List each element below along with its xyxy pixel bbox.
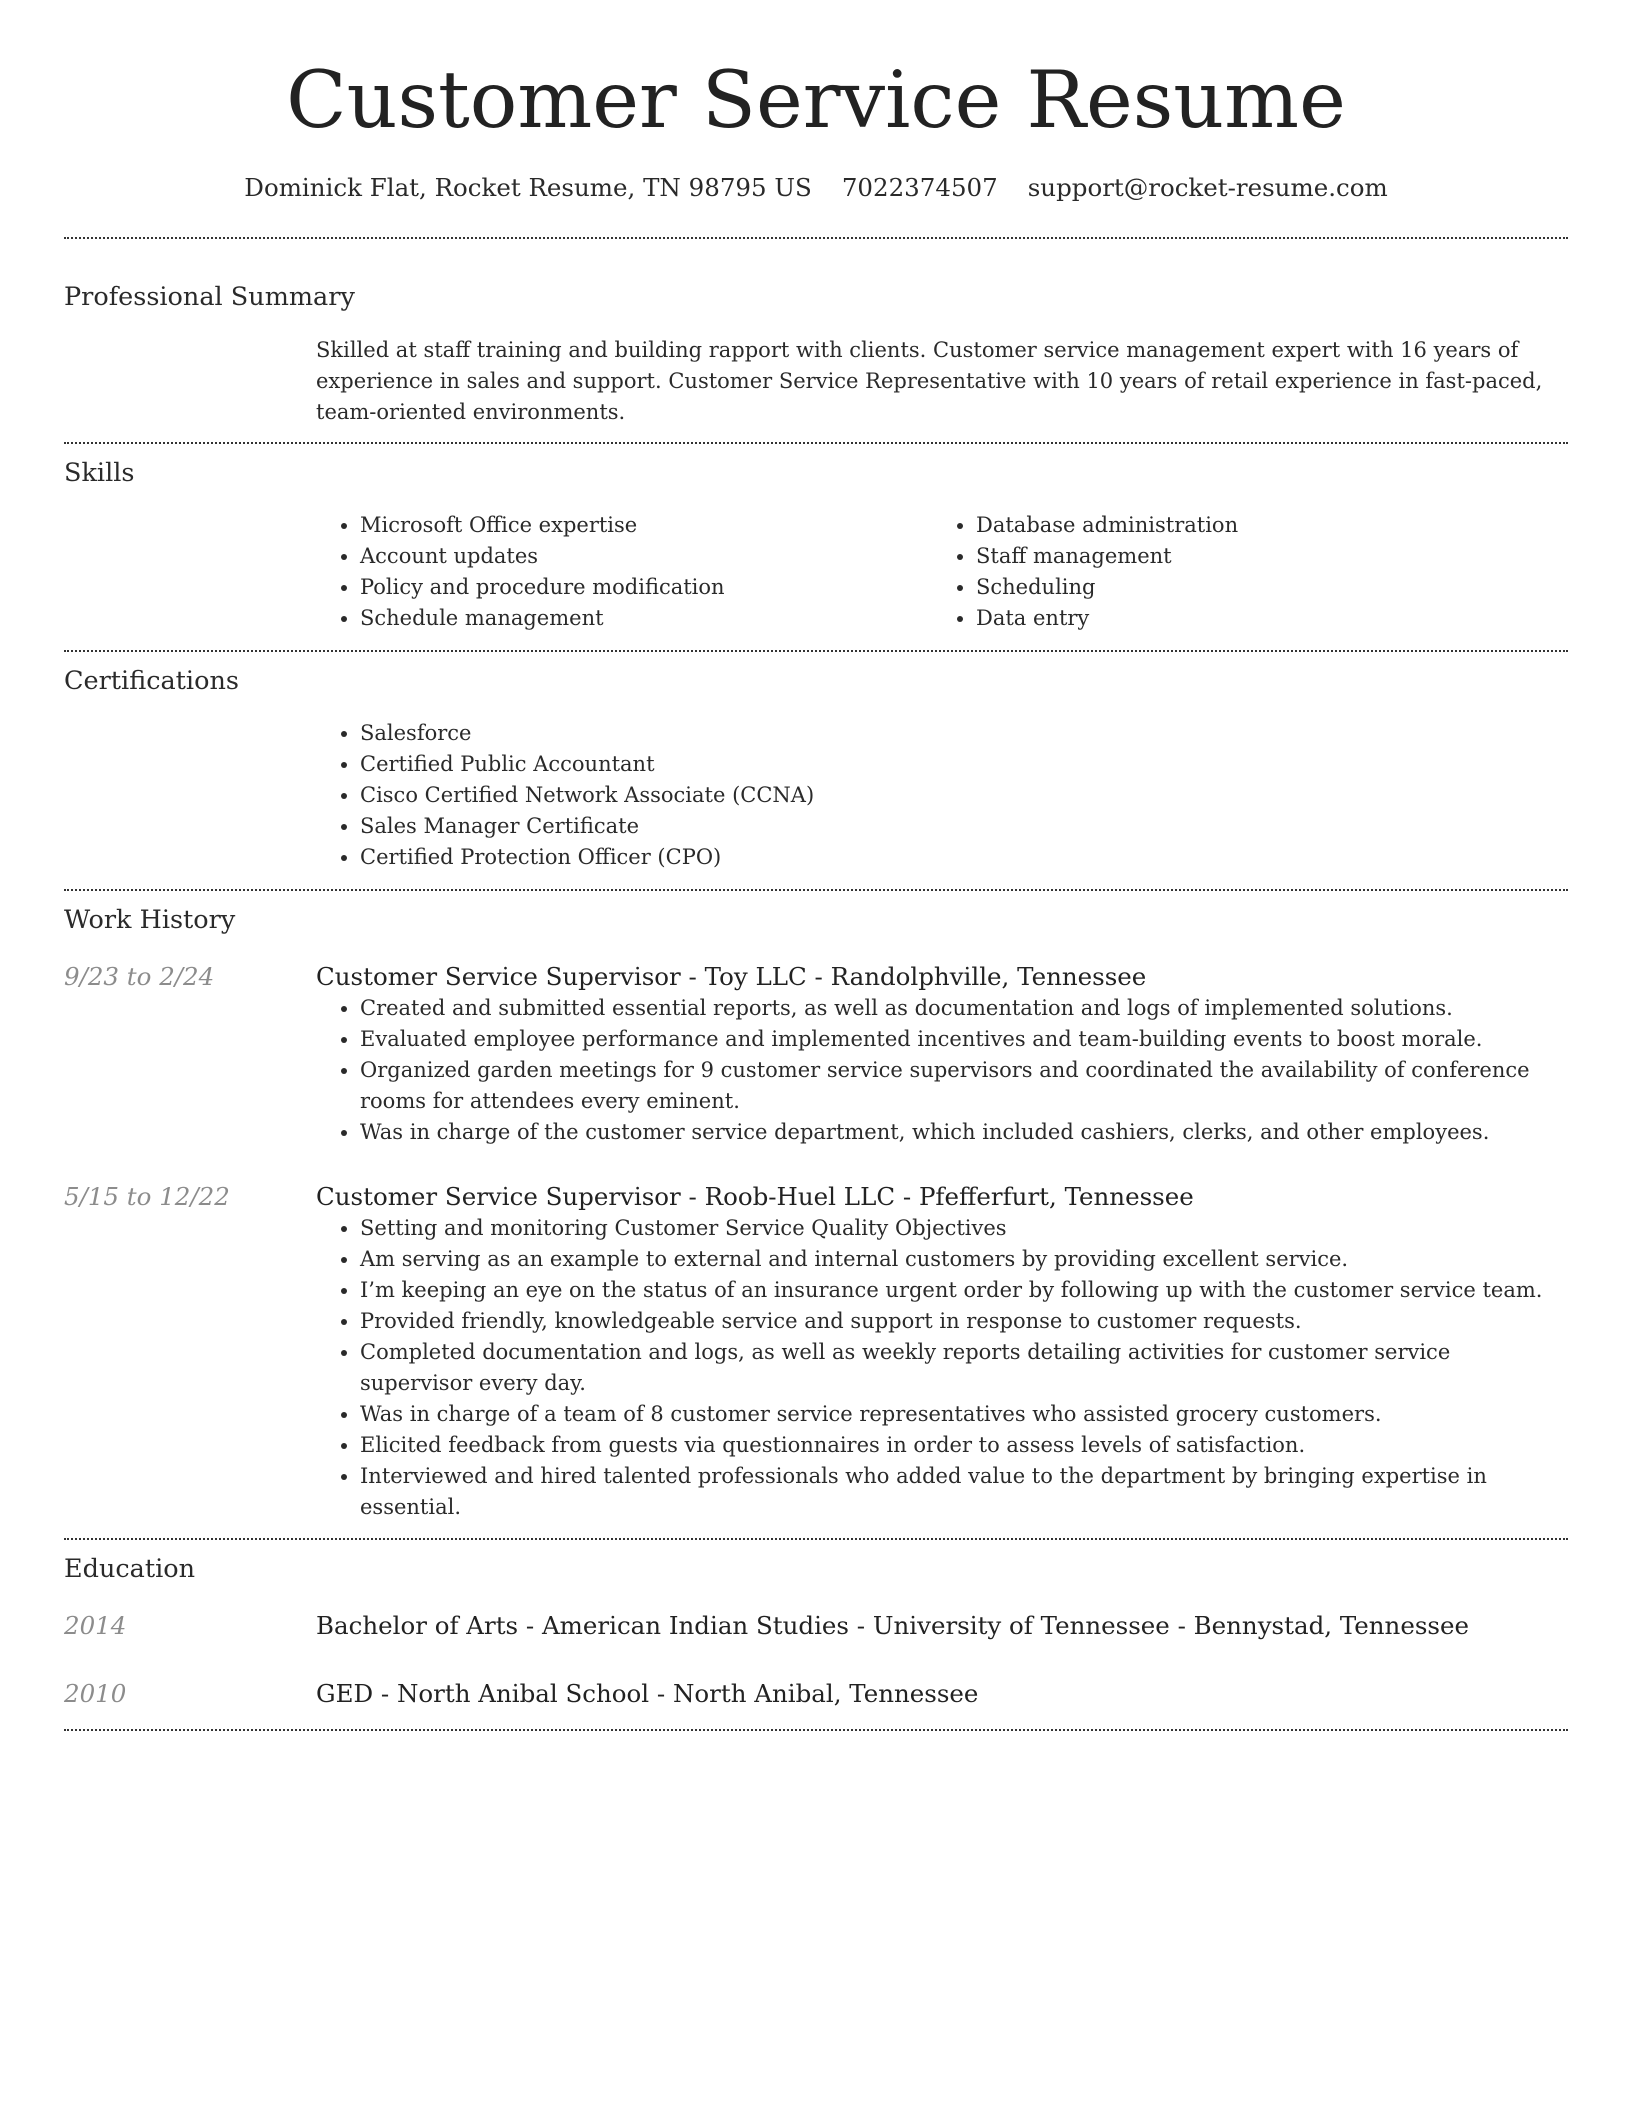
job-title: Customer Service Supervisor - Toy LLC - Randolphville, Tennessee (316, 962, 1147, 991)
job-bullet: • Organized garden meetings for 9 customer service supervisors and coordinated the availability of conference rooms for attendees every eminent. (360, 1055, 1568, 1117)
education-entry (64, 1678, 1568, 1710)
skills-column-left (316, 510, 932, 634)
skills-heading: Skills (64, 458, 135, 488)
certifications-list (316, 718, 1568, 873)
education-year: 2014 (64, 1611, 127, 1640)
summary-section (64, 281, 1568, 428)
skill-item: • Account updates (360, 541, 932, 572)
education-entry (64, 1610, 1568, 1642)
job-bullet: • Provided friendly, knowledgeable service and support in response to customer requests. (360, 1306, 1568, 1337)
contact-line (64, 172, 1568, 204)
education-heading: Education (64, 1554, 196, 1584)
skill-item: • Data entry (976, 603, 1548, 634)
job-title: Customer Service Supervisor - Roob-Huel LLC - Pfefferfurt, Tennessee (316, 1182, 1194, 1211)
section-divider (64, 889, 1568, 891)
education-body (316, 1678, 1568, 1710)
section-divider (64, 1538, 1568, 1540)
skill-item: • Staff management (976, 541, 1548, 572)
job-bullet: • Interviewed and hired talented professionals who added value to the department by bringing expertise in essential. (360, 1461, 1568, 1523)
skills-column-right (932, 510, 1548, 634)
skills-section (64, 457, 1568, 634)
job-bullet: • Was in charge of the customer service department, which included cashiers, clerks, and other employees. (360, 1117, 1568, 1148)
work-history-heading: Work History (64, 905, 236, 935)
education-title: GED - North Anibal School - North Anibal, Tennessee (316, 1679, 979, 1708)
summary-heading: Professional Summary (64, 282, 355, 312)
skill-item: • Microsoft Office expertise (360, 510, 932, 541)
skills-grid (316, 510, 1568, 634)
job-dates: 9/23 to 2/24 (64, 962, 215, 991)
job-dates: 5/15 to 12/22 (64, 1182, 230, 1211)
spacer (64, 1710, 1568, 1729)
skill-item: • Scheduling (976, 572, 1548, 603)
education-section (64, 1553, 1568, 1729)
skill-item: • Database administration (976, 510, 1548, 541)
resume-title: Customer Service Resume (286, 54, 1346, 146)
skill-item: • Schedule management (360, 603, 932, 634)
job-bullet: • Evaluated employee performance and implemented incentives and team-building events to boost morale. (360, 1024, 1568, 1055)
spacer (64, 1523, 1568, 1538)
job-bullets (316, 1213, 1568, 1523)
contact-email: support@rocket-resume.com (1027, 173, 1388, 202)
section-divider (64, 442, 1568, 444)
certifications-section (64, 665, 1568, 873)
job-bullet: • Completed documentation and logs, as well as weekly reports detailing activities for customer service supervisor every day. (360, 1337, 1568, 1399)
certification-item: • Salesforce (360, 718, 1568, 749)
job-bullet: • I’m keeping an eye on the status of an insurance urgent order by following up with the customer service team. (360, 1275, 1568, 1306)
education-year: 2010 (64, 1679, 127, 1708)
skill-item: • Policy and procedure modification (360, 572, 932, 603)
work-history-section (64, 904, 1568, 1538)
certifications-heading: Certifications (64, 666, 239, 696)
job-bullet: • Created and submitted essential reports, as well as documentation and logs of implemented solutions. (360, 993, 1568, 1024)
certification-item: • Cisco Certified Network Associate (CCNA) (360, 780, 1568, 811)
section-divider (64, 237, 1568, 239)
education-title: Bachelor of Arts - American Indian Studies - University of Tennessee - Bennystad, Tennessee (316, 1611, 1469, 1640)
certification-item: • Certified Public Accountant (360, 749, 1568, 780)
contact-address: Dominick Flat, Rocket Resume, TN 98795 US (244, 173, 812, 202)
summary-text: Skilled at staff training and building rapport with clients. Customer service management expert with 16 years of experience in sales and support. Customer Service Representative with 10 years of retail experience in fast-paced, team-oriented environments. (316, 338, 1543, 424)
certification-item: • Sales Manager Certificate (360, 811, 1568, 842)
job-entry (64, 1181, 1568, 1523)
job-bullet: • Am serving as an example to external and internal customers by providing excellent service. (360, 1244, 1568, 1275)
section-divider (64, 1729, 1568, 1731)
job-body (316, 961, 1568, 1148)
job-bullets (316, 993, 1568, 1148)
certification-item: • Certified Protection Officer (CPO) (360, 842, 1568, 873)
education-body (316, 1610, 1568, 1642)
job-bullet: • Setting and monitoring Customer Service Quality Objectives (360, 1213, 1568, 1244)
job-bullet: • Was in charge of a team of 8 customer service representatives who assisted grocery customers. (360, 1399, 1568, 1430)
section-divider (64, 650, 1568, 652)
job-body (316, 1181, 1568, 1523)
job-bullet: • Elicited feedback from guests via questionnaires in order to assess levels of satisfaction. (360, 1430, 1568, 1461)
contact-phone: 7022374507 (841, 173, 998, 202)
job-entry (64, 961, 1568, 1148)
